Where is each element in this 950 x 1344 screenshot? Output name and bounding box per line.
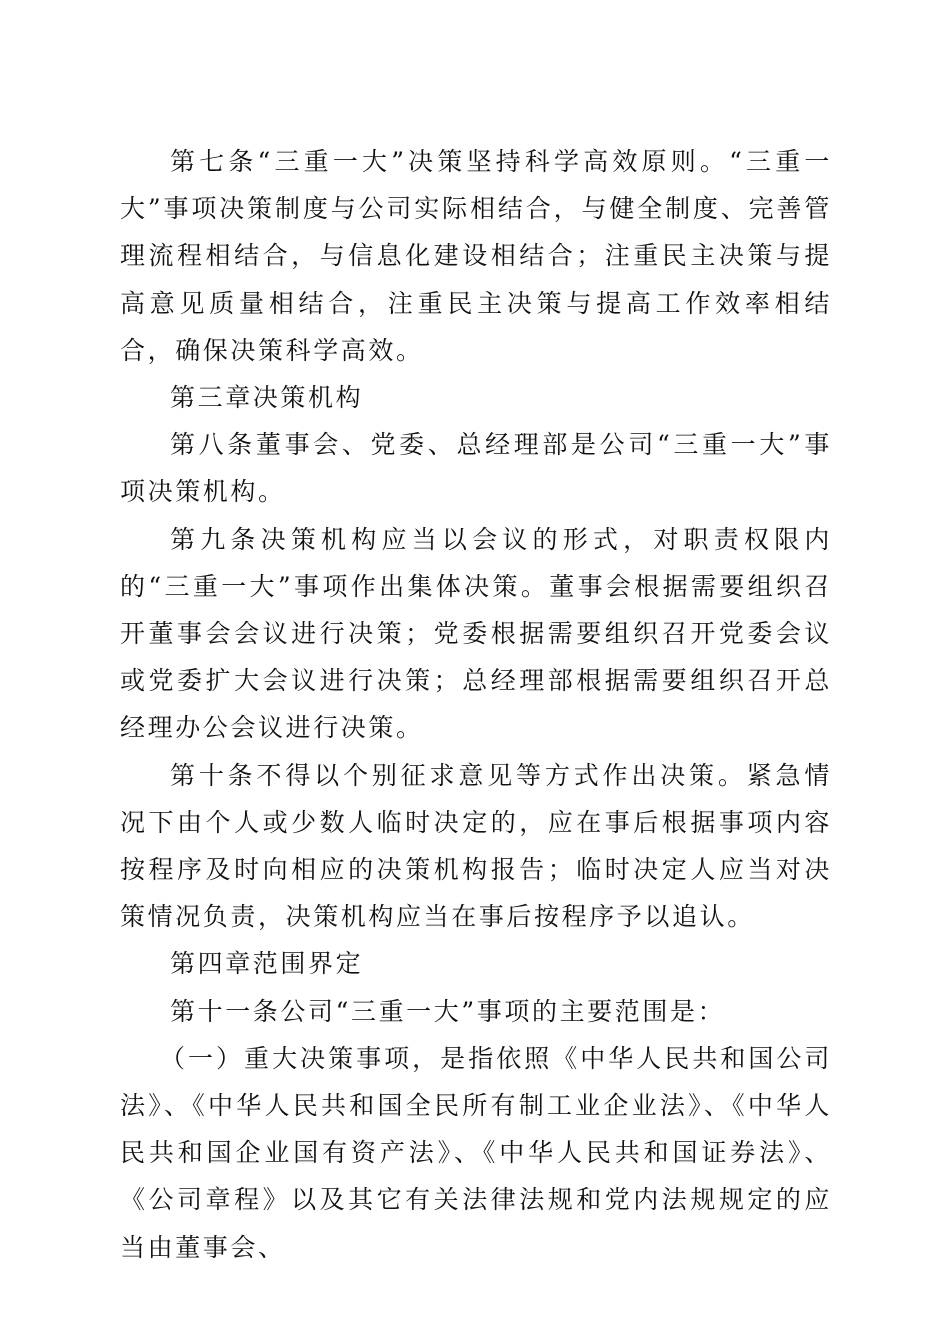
article-10-paragraph: 第十条不得以个别征求意见等方式作出决策。紧急情况下由个人或少数人临时决定的，应在事后根据事项内容按程序及时向相应的决策机构报告；临时决定人应当对决策情况负责，决策机构应当在事后按程序予以追认。 — [120, 760, 832, 932]
article-9-paragraph: 第九条决策机构应当以会议的形式，对职责权限内的“三重一大”事项作出集体决策。董事会根据需要组织召开董事会会议进行决策；党委根据需要组织召开党委会议或党委扩大会议进行决策；总经理部根据需要组织召开总经理办公会议进行决策。 — [120, 524, 832, 743]
article-8-paragraph: 第八条董事会、党委、总经理部是公司“三重一大”事项决策机构。 — [120, 430, 832, 507]
document-body — [120, 138, 832, 1271]
chapter-3-heading: 第三章决策机构 — [170, 383, 364, 413]
chapter-4-heading: 第四章范围界定 — [170, 949, 364, 979]
article-7-paragraph: 第七条“三重一大”决策坚持科学高效原则。“三重一大”事项决策制度与公司实际相结合，与健全制度、完善管理流程相结合，与信息化建设相结合；注重民主决策与提高意见质量相结合，注重民主决策与提高工作效率相结合，确保决策科学高效。 — [120, 147, 832, 365]
article-11-paragraph: 第十一条公司“三重一大”事项的主要范围是： — [170, 996, 726, 1026]
article-11-item-1: （一）重大决策事项，是指依照《中华人民共和国公司法》、《中华人民共和国全民所有制工业企业法》、《中华人民共和国企业国有资产法》、《中华人民共和国证券法》、《公司章程》以及其它有关法律法规和党内法规规定的应当由董事会、 — [120, 1043, 832, 1262]
